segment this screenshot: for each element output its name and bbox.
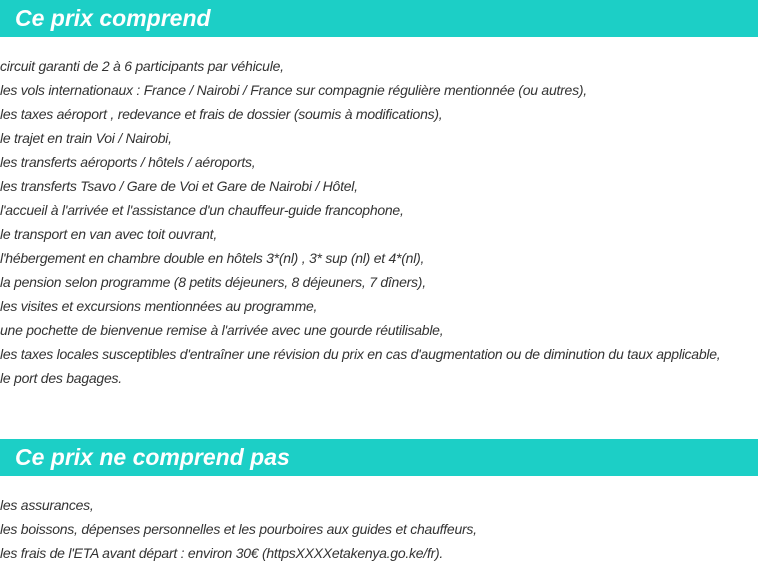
list-item: l'accueil à l'arrivée et l'assistance d'un chauffeur-guide francophone, <box>0 202 404 218</box>
list-item: les taxes aéroport , redevance et frais de dossier (soumis à modifications), <box>0 106 443 122</box>
list-item: circuit garanti de 2 à 6 participants par véhicule, <box>0 58 284 74</box>
price-includes-list <box>0 37 758 390</box>
list-item: les assurances, <box>0 497 94 513</box>
list-item: l'hébergement en chambre double en hôtels 3*(nl) , 3* sup (nl) et 4*(nl), <box>0 250 425 266</box>
list-item: les visites et excursions mentionnées au programme, <box>0 298 318 314</box>
list-item: les transferts aéroports / hôtels / aéroports, <box>0 154 256 170</box>
price-includes-heading: Ce prix comprend <box>0 0 758 37</box>
list-item: le trajet en train Voi / Nairobi, <box>0 130 172 146</box>
list-item: les frais de l'ETA avant départ : environ 30€ (httpsXXXXetakenya.go.ke/fr). <box>0 545 444 561</box>
list-item: le port des bagages. <box>0 370 122 386</box>
list-item: les boissons, dépenses personnelles et les pourboires aux guides et chauffeurs, <box>0 521 477 537</box>
list-item: les taxes locales susceptibles d'entraîner une révision du prix en cas d'augmentation ou de diminution du taux applicable, <box>0 346 721 362</box>
list-item: une pochette de bienvenue remise à l'arrivée avec une gourde réutilisable, <box>0 322 444 338</box>
list-item: le transport en van avec toit ouvrant, <box>0 226 217 242</box>
list-item: la pension selon programme (8 petits déjeuners, 8 déjeuners, 7 dîners), <box>0 274 426 290</box>
price-excludes-heading: Ce prix ne comprend pas <box>0 439 758 476</box>
list-item: les transferts Tsavo / Gare de Voi et Gare de Nairobi / Hôtel, <box>0 178 358 194</box>
list-item: les vols internationaux : France / Nairobi / France sur compagnie régulière mentionnée (ou autres), <box>0 82 587 98</box>
price-excludes-section <box>0 439 758 565</box>
price-excludes-list <box>0 476 758 565</box>
